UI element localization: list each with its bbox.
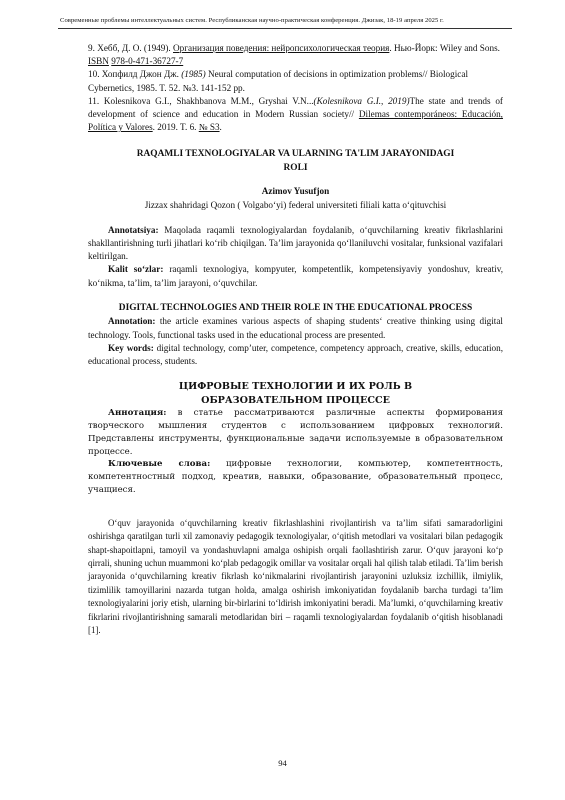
reference-11-volume: . 2019. T. 6. — [152, 122, 199, 133]
uz-keywords-text: raqamli texnologiya, kompyuter, kompetentlik, kompetensiyaviy yondoshuv, kreativ, ko‘nikma, ta’lim, ta’lim jarayoni, o‘quvchilar. — [88, 264, 503, 288]
page-body — [88, 42, 503, 637]
en-abstract — [88, 315, 503, 341]
ru-abstract-label: Аннотация: — [108, 408, 167, 419]
uz-keywords-label: Kalit so‘zlar: — [108, 264, 164, 275]
reference-11-author: 11. Kolesnikova G.I., Shakhbanova M.M., Gryshai V.N... — [88, 95, 314, 106]
ru-title: ЦИФРОВЫЕ ТЕХНОЛОГИИ И ИХ РОЛЬ В ОБРАЗОВАТЕЛЬНОМ ПРОЦЕССЕ — [178, 381, 413, 406]
reference-9-publisher: . Нью-Йорк: Wiley and Sons. — [389, 43, 500, 53]
uz-abstract — [88, 224, 503, 264]
reference-9-isbn[interactable]: 978-0-471-36727-7 — [111, 56, 184, 67]
ru-abstract-text: в статье рассматриваются различные аспекты формирования творческого мышления студентов с использованием цифровых технологий. Представлены инструменты, функциональные задачи используемые в образовательном процессе. — [88, 408, 503, 457]
reference-11-citation: (Kolesnikova G.I., 2019) — [313, 95, 410, 106]
uz-abstract-label: Annotatsiya: — [108, 224, 159, 235]
ru-keywords — [88, 458, 503, 496]
reference-9-isbn-label[interactable]: ISBN — [88, 56, 109, 67]
author-name: Azimov Yusufjon — [261, 186, 330, 197]
uz-abstract-text: Maqolada raqamli texnologiyalardan foydalanib, o‘quvchilarning kreativ fikrlashlarini shakllantirishning turli jihatlari ko‘rib chiqilgan. Ta’lim jarayonida qo‘llaniluvchi vositalar, funksional vazifalari keltirilgan. — [88, 224, 503, 262]
uz-title: RAQAMLI TEXNOLOGIYALAR VA ULARNING TA'LIM JARAYONIDAGI ROLI — [136, 149, 455, 173]
reference-11 — [88, 95, 503, 135]
reference-10-year: (1985) — [181, 69, 206, 80]
reference-10-text: Neural computation of decisions in optimization problems// Biological Cybernetics, 1985. T. 52. №3. 141-152 pp. — [88, 69, 468, 93]
running-header: Современные проблемы интеллектуальных систем. Республиканская научно-практическая конференция. Джизак, 18-19 апреля 2025 г. — [60, 17, 444, 24]
uz-keywords — [88, 263, 503, 289]
ru-section — [88, 380, 503, 497]
header-rule — [58, 28, 512, 29]
main-paragraph: O‘quv jarayonida o‘quvchilarning kreativ fikrlashlashini rivojlantirish va ta’lim sifati samaradorligini oshirishga qaratilgan turli xil zamonaviy pedagogik texnologiyalar, o‘qitish metodlari va vositalari bilan pedagogik shapt-shapoitlapni, tamoyil va yondashuvlapni amalga oshipish orqali faollashtirish zarur. O‘quv jarayoni ko‘p qirrali, shuning uchun muammoni ko‘plab pedagogik omillar va vositalar orqali hal qilish talab etiladi. Ta’lim berish jarayonida o‘quvchilarning kreativ fikrlash ko‘nikmalarini rivojlantirish jarayonini uzluksiz izchillik, ilmiylik, tizimlilik tamoyillarini nazarda tutgan holda, amalga oshirish imkoniyatidan foydalanib barcha turdagi ta’lim texnologiyalarini joriy etish, ularning bir-birlarini to‘ldirish imkoniyatini beradi. Ma’lumki, o‘quvchilarning kreativ fikrlarini rivojlantirishning samarali metodlaridan biri – raqamli texnologiyalardan foydalanib o‘qitish hisoblanadi [1]. — [88, 517, 503, 635]
reference-9-title-link[interactable]: Организация поведения: нейропсихологическая теория — [173, 43, 390, 53]
ru-abstract — [88, 407, 503, 458]
reference-11-text: The state and trends of development of science and education in Modern Russian society// — [88, 95, 503, 120]
en-abstract-label: Annotation: — [108, 316, 156, 327]
en-keywords-text: digital technology, comp’uter, competence, competency approach, creative, skills, education, educational process, students. — [88, 342, 503, 366]
author-affiliation: Jizzax shahridagi Qozon ( Volgabo‘yi) federal universiteti filiali katta o‘qituvchisi — [144, 199, 447, 210]
ru-keywords-label: Ключевые слова: — [108, 459, 211, 470]
reference-11-journal-link[interactable]: Dilemas contemporáneos: Educación, Política y Valores — [88, 109, 503, 133]
reference-9-text: 9. Хебб, Д. О. (1949). — [88, 43, 174, 53]
reference-9 — [88, 42, 503, 68]
reference-10 — [88, 68, 503, 94]
en-title: DIGITAL TECHNOLOGIES AND THEIR ROLE IN THE EDUCATIONAL PROCESS — [118, 302, 473, 313]
reference-11-issue-link[interactable]: № S3 — [198, 122, 220, 133]
reference-10-author: 10. Хопфилд Джон Дж. — [88, 69, 182, 80]
en-keywords-label: Key words: — [108, 342, 154, 353]
en-abstract-text: the article examines various aspects of shaping students‘ creative thinking using digital technology. Tools, functional tasks used in the educational process are presented. — [88, 316, 503, 340]
page-number: 94 — [278, 758, 287, 768]
ru-keywords-text: цифровые технологии, компьютер, компетентность, компетентностный подход, креатив, навыки, образование, образовательный процесс, учащиеся. — [88, 459, 503, 495]
en-keywords — [88, 342, 503, 368]
reference-11-end: . — [219, 122, 222, 133]
